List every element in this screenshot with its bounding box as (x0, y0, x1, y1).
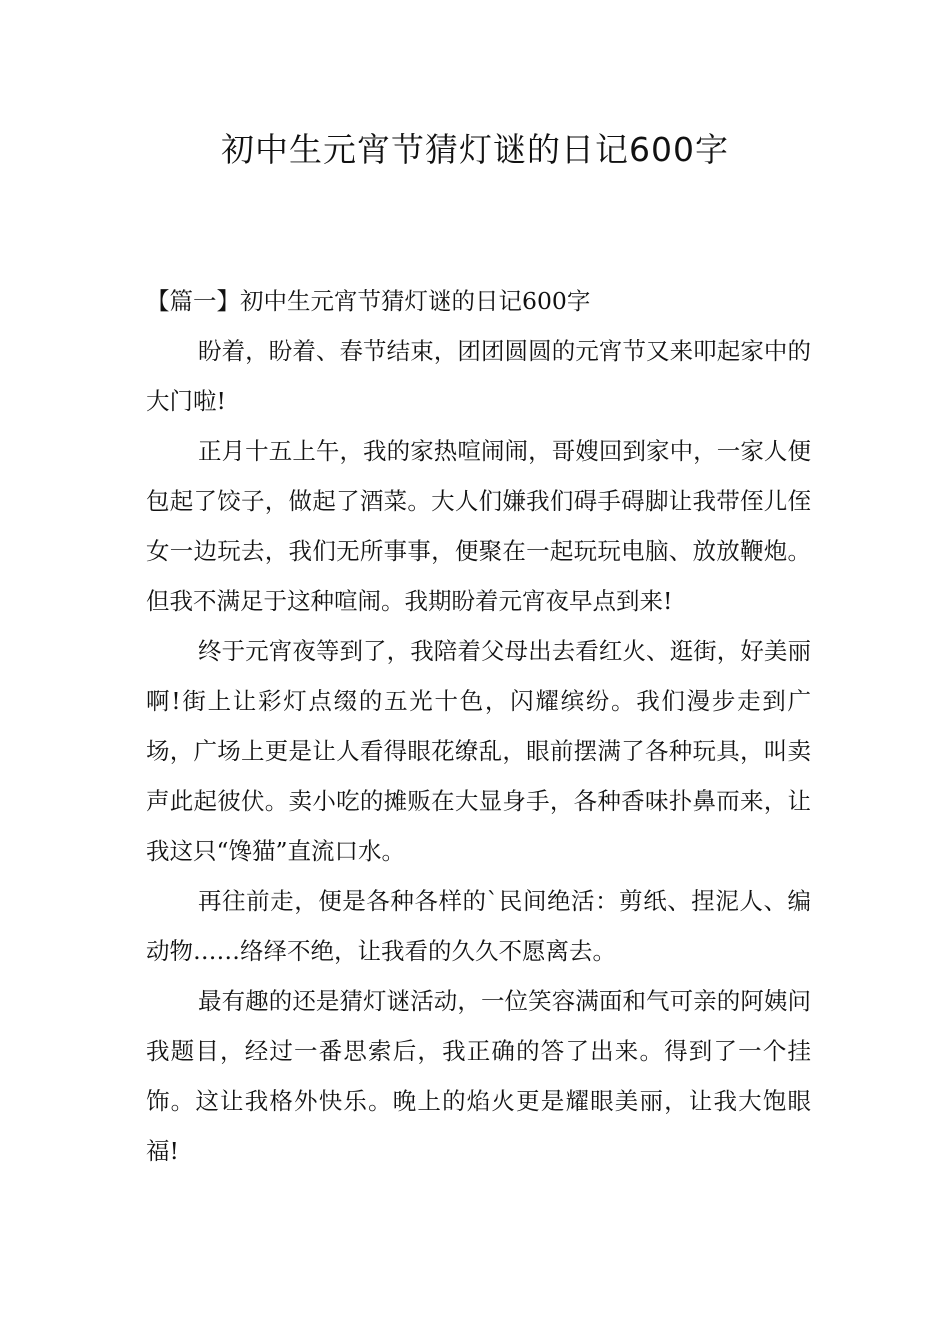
section-heading: 【篇一】初中生元宵节猜灯谜的日记600字 (146, 287, 591, 315)
paragraph-3: 终于元宵夜等到了，我陪着父母出去看红火、逛街，好美丽啊!街上让彩灯点缀的五光十色，闪耀缤纷。我们漫步走到广场，广场上更是让人看得眼花缭乱，眼前摆满了各种玩具，叫卖声此起彼伏。卖小吃的摊贩在大显身手，各种香味扑鼻而来，让我这只“馋猫”直流口水。 (146, 637, 811, 865)
paragraph-4: 再往前走，便是各种各样的`民间绝活：剪纸、捏泥人、编动物……络绎不绝，让我看的久久不愿离去。 (146, 887, 811, 965)
paragraph-2: 正月十五上午，我的家热喧闹闹，哥嫂回到家中，一家人便包起了饺子，做起了酒菜。大人们嫌我们碍手碍脚让我带侄儿侄女一边玩去，我们无所事事，便聚在一起玩玩电脑、放放鞭炮。但我不满足于这种喧闹。我期盼着元宵夜早点到来! (146, 437, 811, 615)
paragraph-5: 最有趣的还是猜灯谜活动，一位笑容满面和气可亲的阿姨问我题目，经过一番思索后，我正确的答了出来。得到了一个挂饰。这让我格外快乐。晚上的焰火更是耀眼美丽，让我大饱眼福! (146, 987, 811, 1165)
paragraph-1: 盼着，盼着、春节结束，团团圆圆的元宵节又来叩起家中的大门啦! (146, 337, 811, 415)
document-body (146, 276, 811, 1176)
document-title: 初中生元宵节猜灯谜的日记600字 (221, 130, 729, 169)
